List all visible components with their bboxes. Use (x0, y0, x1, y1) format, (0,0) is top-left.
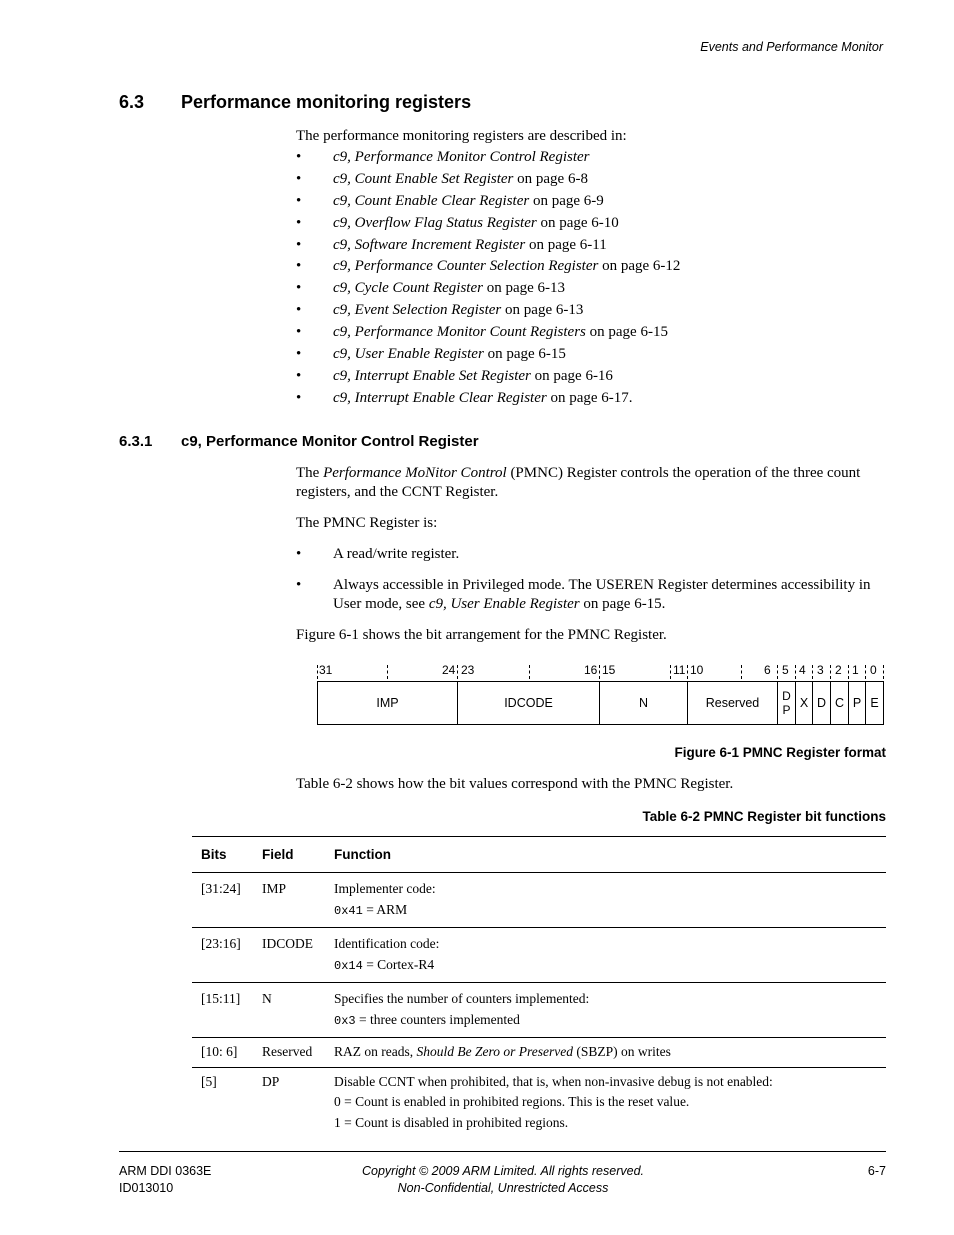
field-d: D (813, 681, 831, 725)
bit-label: 6 (764, 663, 771, 677)
bit-tick (457, 665, 458, 679)
field-reserved: Reserved (688, 681, 778, 725)
bullet: • (296, 346, 302, 363)
bit-tick (848, 665, 849, 679)
bit-tick (529, 665, 530, 679)
ref-link[interactable]: c9, Event Selection Register (333, 302, 502, 319)
cell-field: N (253, 983, 325, 1038)
column-header-bits: Bits (192, 837, 253, 873)
figure-intro-text: Figure 6-1 shows the bit arrangement for the PMNC Register. (296, 627, 667, 643)
bit-label: 24 (442, 663, 456, 677)
list-item[interactable]: • c9, Overflow Flag Status Register on page 6-10 (296, 214, 619, 231)
bullet: • (296, 236, 302, 253)
ref-link[interactable]: c9, Interrupt Enable Set Register (333, 367, 531, 384)
list-item[interactable]: • c9, Count Enable Set Register on page 6-8 (296, 170, 588, 187)
ref-link[interactable]: c9, Count Enable Clear Register (333, 192, 530, 209)
cell-function: Identification code: 0x14 = Cortex-R4 (325, 928, 886, 983)
bit-label: 4 (799, 663, 806, 677)
bit-label: 16 (584, 663, 598, 677)
register-reference-list (296, 148, 680, 411)
bullet: • (296, 577, 302, 593)
cell-field: IMP (253, 873, 325, 928)
ref-link[interactable]: c9, Overflow Flag Status Register (333, 214, 537, 231)
table-intro-text: Table 6-2 shows how the bit values correspond with the PMNC Register. (296, 776, 734, 792)
section-title: Performance monitoring registers (181, 92, 472, 112)
list-item[interactable]: • c9, Cycle Count Register on page 6-13 (296, 280, 566, 297)
bullet: • (296, 192, 302, 209)
column-header-field: Field (253, 837, 325, 873)
cell-bits: [10: 6] (192, 1038, 253, 1068)
table-caption: Table 6-2 PMNC Register bit functions (642, 809, 886, 824)
footer-divider (119, 1151, 886, 1152)
pmnc-bit-functions-table (192, 836, 886, 1133)
footer-access: Non-Confidential, Unrestricted Access (397, 1181, 609, 1195)
cell-field: DP (262, 1073, 280, 1089)
cell-bits: [15:11] (192, 983, 253, 1038)
bit-tick (795, 665, 796, 679)
cell-bits: [31:24] (192, 873, 253, 928)
page-number: 6-7 (867, 1164, 886, 1178)
list-item[interactable]: • c9, Performance Counter Selection Register on page 6-12 (296, 258, 681, 275)
ref-link[interactable]: c9, Count Enable Set Register (333, 170, 514, 187)
cell-bits: [23:16] (192, 928, 253, 983)
bit-label: 1 (852, 663, 859, 677)
cell-field: IDCODE (253, 928, 325, 983)
subsection-title: c9, Performance Monitor Control Register (181, 433, 479, 450)
ref-link[interactable]: c9, User Enable Register (428, 596, 580, 612)
pmnc-description: The Performance MoNitor Control (PMNC) Register controls the operation of the three count registers, and the CCNT Register. (296, 465, 861, 500)
bit-label: 2 (835, 663, 842, 677)
bit-label: 11 (673, 663, 686, 677)
cell-function: Implementer code: 0x41 = ARM (325, 873, 886, 928)
bullet: • (296, 302, 302, 319)
table-row (192, 983, 886, 1038)
field-dp: D P (778, 681, 796, 725)
bit-label: 5 (782, 663, 789, 677)
bit-tick (599, 665, 600, 679)
list-item[interactable]: • c9, User Enable Register on page 6-15 (296, 346, 566, 363)
ref-link[interactable]: c9, Software Increment Register (333, 236, 526, 253)
list-item[interactable] (296, 148, 680, 170)
bit-label: 3 (817, 663, 824, 677)
field-p: P (849, 681, 866, 725)
ref-link[interactable]: c9, Interrupt Enable Clear Register (333, 389, 547, 406)
list-item[interactable]: • c9, Event Selection Register on page 6-13 (296, 302, 584, 319)
bit-label: 10 (690, 663, 704, 677)
pmnc-register-diagram (317, 663, 884, 726)
column-header-function: Function (325, 837, 886, 873)
list-item: • Always accessible in Privileged mode. The USEREN Register determines accessibility in User mode, see c9, User Enable Register on page 6-15. (296, 577, 871, 612)
table-row (192, 1067, 886, 1133)
bullet: • (296, 258, 302, 275)
list-item[interactable]: • c9, Software Increment Register on page 6-11 (296, 236, 607, 253)
subsection-number: 6.3.1 (119, 433, 153, 450)
figure-caption: Figure 6-1 PMNC Register format (674, 745, 886, 760)
bit-label: 23 (461, 663, 475, 677)
bit-label: 0 (870, 663, 877, 677)
table-row (192, 873, 886, 928)
list-item[interactable]: • c9, Interrupt Enable Clear Register on page 6-17. (296, 389, 633, 406)
ref-link[interactable]: c9, Performance Monitor Count Registers (333, 324, 586, 341)
cell-field: Reserved (253, 1038, 325, 1068)
field-x: X (796, 681, 813, 725)
cell-function: RAZ on reads, Should Be Zero or Preserved (SBZP) on writes (325, 1038, 886, 1068)
bit-tick (387, 665, 388, 679)
bullet: • (296, 149, 302, 165)
bullet: • (296, 324, 302, 341)
field-n: N (600, 681, 688, 725)
table-header-row (192, 837, 886, 873)
field-c: C (831, 681, 849, 725)
bullet: • (296, 280, 302, 297)
bit-tick (777, 665, 778, 679)
table-row (192, 1038, 886, 1068)
list-item[interactable]: • c9, Count Enable Clear Register on page 6-9 (296, 192, 604, 209)
bit-tick (670, 665, 671, 679)
field-imp: IMP (317, 681, 458, 725)
ref-link[interactable]: c9, Performance Monitor Control Register (333, 149, 590, 165)
cell-function: Disable CCNT when prohibited, that is, when non-invasive debug is not enabled: 0 = Count is enabled in prohibited regions. This is the reset value. 1 = Count is disabled in prohibited regions. (334, 1073, 773, 1130)
field-e: E (866, 681, 884, 725)
bullet: • (296, 214, 302, 231)
bit-tick (883, 665, 884, 679)
section-number: 6.3 (119, 92, 145, 112)
cell-bits: [5] (201, 1073, 217, 1089)
running-head: Events and Performance Monitor (700, 40, 883, 54)
footer-copyright: Copyright © 2009 ARM Limited. All rights reserved. (361, 1164, 644, 1178)
bit-tick (865, 665, 866, 679)
list-item[interactable]: • c9, Interrupt Enable Set Register on page 6-16 (296, 367, 613, 384)
bit-tick (830, 665, 831, 679)
bit-label: 31 (319, 663, 333, 677)
ref-link[interactable]: c9, Performance Counter Selection Register (333, 258, 599, 275)
pmnc-is-text: The PMNC Register is: (296, 515, 438, 531)
bit-tick (317, 665, 318, 679)
bullet: • (296, 367, 302, 384)
table-row (192, 928, 886, 983)
field-idcode: IDCODE (458, 681, 600, 725)
footer-doc-id: ID013010 (119, 1181, 174, 1195)
cell-function: Specifies the number of counters implemented: 0x3 = three counters implemented (325, 983, 886, 1038)
bullet: • (296, 389, 302, 406)
bit-label: 15 (602, 663, 616, 677)
intro-text: The performance monitoring registers are described in: (296, 128, 627, 144)
bit-tick (812, 665, 813, 679)
bullet: • (296, 546, 302, 562)
bullet: • (296, 170, 302, 187)
ref-link[interactable]: c9, User Enable Register (333, 346, 484, 363)
list-item: • A read/write register. (296, 546, 460, 562)
footer-doc-number: ARM DDI 0363E (119, 1164, 212, 1178)
bit-tick (687, 665, 688, 679)
list-item[interactable]: • c9, Performance Monitor Count Registers on page 6-15 (296, 324, 668, 341)
bit-tick (741, 665, 742, 679)
ref-link[interactable]: c9, Cycle Count Register (333, 280, 483, 297)
